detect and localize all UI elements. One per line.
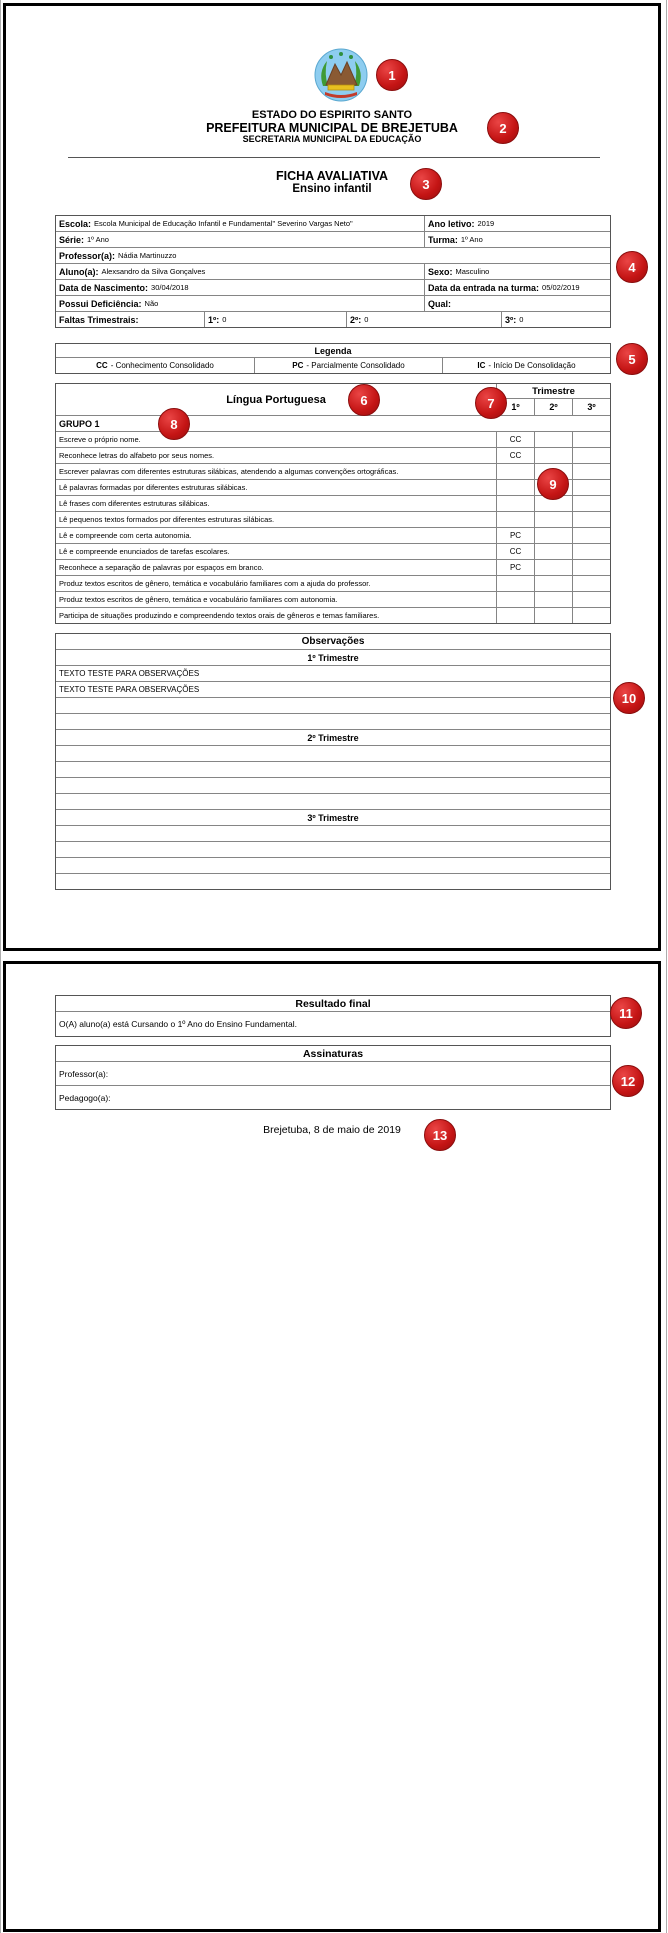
professor-field — [56, 248, 610, 263]
obs-row — [56, 746, 610, 762]
header-divider — [68, 157, 600, 158]
skill-desc: Lê palavras formadas por diferentes estruturas silábicas. — [56, 480, 497, 495]
grade-cell-t2 — [535, 560, 573, 575]
legend-code: PC — [292, 361, 304, 370]
grade-cell-t2 — [535, 544, 573, 559]
field-value: 0 — [222, 315, 227, 324]
annotation-marker-5: 5 — [616, 343, 648, 375]
skill-row — [56, 496, 610, 512]
grade-cell-t1 — [497, 608, 535, 623]
legend-item-pc — [255, 358, 443, 373]
skill-desc: Escrever palavras com diferentes estruturas silábicas, atendendo a algumas convenções ortográficas. — [56, 464, 497, 479]
final-result-text: O(A) aluno(a) está Cursando o 1º Ano do Ensino Fundamental. — [59, 1019, 297, 1029]
obs-row — [56, 714, 610, 730]
skill-desc: Produz textos escritos de gênero, temática e vocabulário familiares com autonomia. — [56, 592, 497, 607]
grade-cell-t3 — [573, 576, 610, 591]
obs-row: TEXTO TESTE PARA OBSERVAÇÕES — [56, 666, 610, 682]
field-label: Aluno(a): — [59, 266, 99, 277]
info-row-deficiencia — [56, 296, 610, 312]
annotation-marker-2: 2 — [487, 112, 519, 144]
legend-item-ic — [443, 358, 610, 373]
grade-cell-t3 — [573, 432, 610, 447]
field-value: Alexsandro da Silva Gonçalves — [101, 267, 206, 276]
col-header-t2: 2º — [535, 399, 573, 415]
faltas-t3-cell — [502, 312, 610, 327]
field-value: Nádia Martinuzzo — [118, 251, 177, 260]
obs-row — [56, 698, 610, 714]
nascimento-field — [56, 280, 425, 295]
faltas-t1-cell — [205, 312, 347, 327]
observations-title: Observações — [56, 634, 610, 650]
grade-cell-t1: PC — [497, 560, 535, 575]
skill-row — [56, 480, 610, 496]
trimestre-header-block — [497, 384, 610, 415]
skill-desc: Reconhece letras do alfabeto por seus nomes. — [56, 448, 497, 463]
skill-desc: Escreve o próprio nome. — [56, 432, 497, 447]
field-label: Possui Deficiência: — [59, 298, 142, 309]
annotation-marker-12: 12 — [612, 1065, 644, 1097]
legend-items-row — [56, 358, 610, 373]
skill-row — [56, 448, 610, 464]
field-label: Faltas Trimestrais: — [59, 314, 139, 325]
annotation-marker-1: 1 — [376, 59, 408, 91]
skill-row — [56, 464, 610, 480]
group-label-row: GRUPO 1 — [56, 416, 610, 432]
annotation-marker-13: 13 — [424, 1119, 456, 1151]
date-line: Brejetuba, 8 de maio de 2019 — [263, 1124, 401, 1136]
annotation-marker-10: 10 — [613, 682, 645, 714]
skills-table-header — [56, 384, 610, 416]
professor-signature-row: Professor(a): — [56, 1062, 610, 1086]
trimestre-columns — [497, 399, 610, 415]
pedagogo-signature-row: Pedagogo(a): — [59, 1092, 111, 1103]
legend-text: - Início De Consolidação — [488, 361, 576, 370]
annotation-marker-6: 6 — [348, 384, 380, 416]
grade-cell-t2 — [535, 576, 573, 591]
skill-desc: Produz textos escritos de gênero, temática e vocabulário familiares com a ajuda do professor. — [56, 576, 497, 591]
legend-code: CC — [96, 361, 108, 370]
info-row-escola — [56, 216, 610, 232]
grade-cell-t1: CC — [497, 432, 535, 447]
grade-cell-t2 — [535, 432, 573, 447]
grade-cell-t3 — [573, 544, 610, 559]
grade-cell-t2 — [535, 528, 573, 543]
qual-field — [425, 296, 610, 311]
obs-row — [56, 858, 610, 874]
annotation-marker-7: 7 — [475, 387, 507, 419]
obs-row — [56, 778, 610, 794]
legend-table — [55, 343, 611, 374]
info-row-serie — [56, 232, 610, 248]
faltas-t2-cell — [347, 312, 502, 327]
skill-desc: Lê pequenos textos formados por diferentes estruturas silábicas. — [56, 512, 497, 527]
grade-cell-t1 — [497, 496, 535, 511]
info-row-nascimento — [56, 280, 610, 296]
obs-row — [56, 826, 610, 842]
grade-cell-t1 — [497, 576, 535, 591]
field-label: Professor(a): — [59, 250, 116, 261]
grade-cell-t3 — [573, 496, 610, 511]
ano-letivo-field — [425, 216, 610, 231]
skill-row — [56, 544, 610, 560]
skill-desc: Lê e compreende com certa autonomia. — [56, 528, 497, 543]
skill-row — [56, 608, 610, 623]
obs-row: TEXTO TESTE PARA OBSERVAÇÕES — [56, 682, 610, 698]
field-value: 0 — [364, 315, 369, 324]
deficiencia-field — [56, 296, 425, 311]
skill-desc: Reconhece a separação de palavras por espaços em branco. — [56, 560, 497, 575]
skill-desc: Lê e compreende enunciados de tarefas escolares. — [56, 544, 497, 559]
grade-cell-t3 — [573, 560, 610, 575]
field-label: 2º: — [350, 314, 362, 325]
final-result-table — [55, 995, 611, 1037]
info-row-faltas — [56, 312, 610, 327]
escola-field — [56, 216, 425, 231]
field-label: Sexo: — [428, 266, 453, 277]
grade-cell-t2 — [535, 592, 573, 607]
municipal-seal-logo — [314, 48, 368, 102]
skill-row — [56, 432, 610, 448]
subject-title: Língua Portuguesa — [56, 384, 497, 415]
field-value: 0 — [519, 315, 524, 324]
skill-row — [56, 512, 610, 528]
org-header — [6, 110, 658, 144]
legend-text: - Parcialmente Consolidado — [306, 361, 405, 370]
grade-cell-t1 — [497, 480, 535, 495]
obs-section-title-1: 1º Trimestre — [56, 650, 610, 666]
entrada-turma-field — [425, 280, 610, 295]
signatures-title: Assinaturas — [56, 1046, 610, 1062]
field-value: 1º Ano — [460, 235, 483, 244]
skill-row — [56, 592, 610, 608]
grade-cell-t1: CC — [497, 448, 535, 463]
grade-cell-t2 — [535, 608, 573, 623]
trimestre-label: Trimestre — [497, 384, 610, 399]
obs-section-title-3: 3º Trimestre — [56, 810, 610, 826]
grade-cell-t2 — [535, 512, 573, 527]
field-label: Série: — [59, 234, 85, 245]
observations-table — [55, 633, 611, 890]
grade-cell-t3 — [573, 608, 610, 623]
student-info-table — [55, 215, 611, 328]
grade-cell-t2 — [535, 448, 573, 463]
info-row-professor — [56, 248, 610, 264]
obs-row — [56, 794, 610, 810]
field-value: 1º Ano — [87, 235, 109, 244]
field-label: Turma: — [428, 234, 458, 245]
grade-cell-t1 — [497, 464, 535, 479]
obs-section-title-2: 2º Trimestre — [56, 730, 610, 746]
field-value: Escola Municipal de Educação Infantil e Fundamental" Severino Vargas Neto" — [94, 219, 353, 228]
field-value: 30/04/2018 — [151, 283, 189, 292]
serie-field — [56, 232, 425, 247]
grade-cell-t1 — [497, 512, 535, 527]
annotation-marker-8: 8 — [158, 408, 190, 440]
grade-cell-t3 — [573, 464, 610, 479]
annotation-marker-11: 11 — [610, 997, 642, 1029]
grade-cell-t3 — [573, 592, 610, 607]
legend-title: Legenda — [56, 344, 610, 358]
obs-row — [56, 842, 610, 858]
field-label: Ano letivo: — [428, 218, 475, 229]
signatures-table — [55, 1045, 611, 1110]
skill-desc: Lê frases com diferentes estruturas silábicas. — [56, 496, 497, 511]
field-value: Masculino — [455, 267, 490, 276]
grade-cell-t3 — [573, 528, 610, 543]
document-title-block — [6, 169, 658, 197]
grade-cell-t3 — [573, 480, 610, 495]
col-header-t1: 1º — [497, 399, 535, 415]
state-name: ESTADO DO ESPIRITO SANTO — [251, 109, 413, 121]
faltas-label-cell — [56, 312, 205, 327]
legend-text: - Conhecimento Consolidado — [110, 361, 214, 370]
skill-desc: Participa de situações produzindo e compreendendo textos orais de gêneros e temas familiares. — [56, 608, 497, 623]
legend-item-cc — [56, 358, 255, 373]
grade-cell-t3 — [573, 512, 610, 527]
annotation-marker-4: 4 — [616, 251, 648, 283]
grade-cell-t1: CC — [497, 544, 535, 559]
col-header-t3: 3º — [587, 402, 596, 412]
annotation-marker-9: 9 — [537, 468, 569, 500]
grade-cell-t1: PC — [497, 528, 535, 543]
obs-row — [56, 874, 610, 889]
page-2 — [3, 961, 661, 1932]
field-label: 1º: — [208, 314, 220, 325]
doc-title: FICHA AVALIATIVA — [275, 169, 389, 183]
info-row-aluno — [56, 264, 610, 280]
skill-row — [56, 560, 610, 576]
department-name: SECRETARIA MUNICIPAL DA EDUCAÇÃO — [242, 133, 422, 144]
obs-row — [56, 762, 610, 778]
field-value: 05/02/2019 — [542, 283, 580, 292]
field-label: 3º: — [505, 314, 517, 325]
grade-cell-t3 — [573, 448, 610, 463]
annotation-marker-3: 3 — [410, 168, 442, 200]
municipality-name: PREFEITURA MUNICIPAL DE BREJETUBA — [206, 120, 458, 135]
field-value: Não — [144, 299, 159, 308]
aluno-field — [56, 264, 425, 279]
field-label: Data de Nascimento: — [59, 282, 149, 293]
skills-table — [55, 383, 611, 624]
legend-code: IC — [477, 361, 486, 370]
skill-row — [56, 528, 610, 544]
grade-cell-t1 — [497, 592, 535, 607]
final-result-title: Resultado final — [56, 996, 610, 1012]
doc-subtitle: Ensino infantil — [292, 183, 372, 196]
field-label: Data da entrada na turma: — [428, 282, 540, 293]
field-label: Escola: — [59, 218, 92, 229]
skill-row — [56, 576, 610, 592]
sexo-field — [425, 264, 610, 279]
field-value: 2019 — [477, 219, 495, 228]
field-label: Qual: — [428, 298, 452, 309]
left-edge-line — [0, 0, 1, 1933]
right-edge-line — [666, 0, 667, 1933]
turma-field — [425, 232, 610, 247]
